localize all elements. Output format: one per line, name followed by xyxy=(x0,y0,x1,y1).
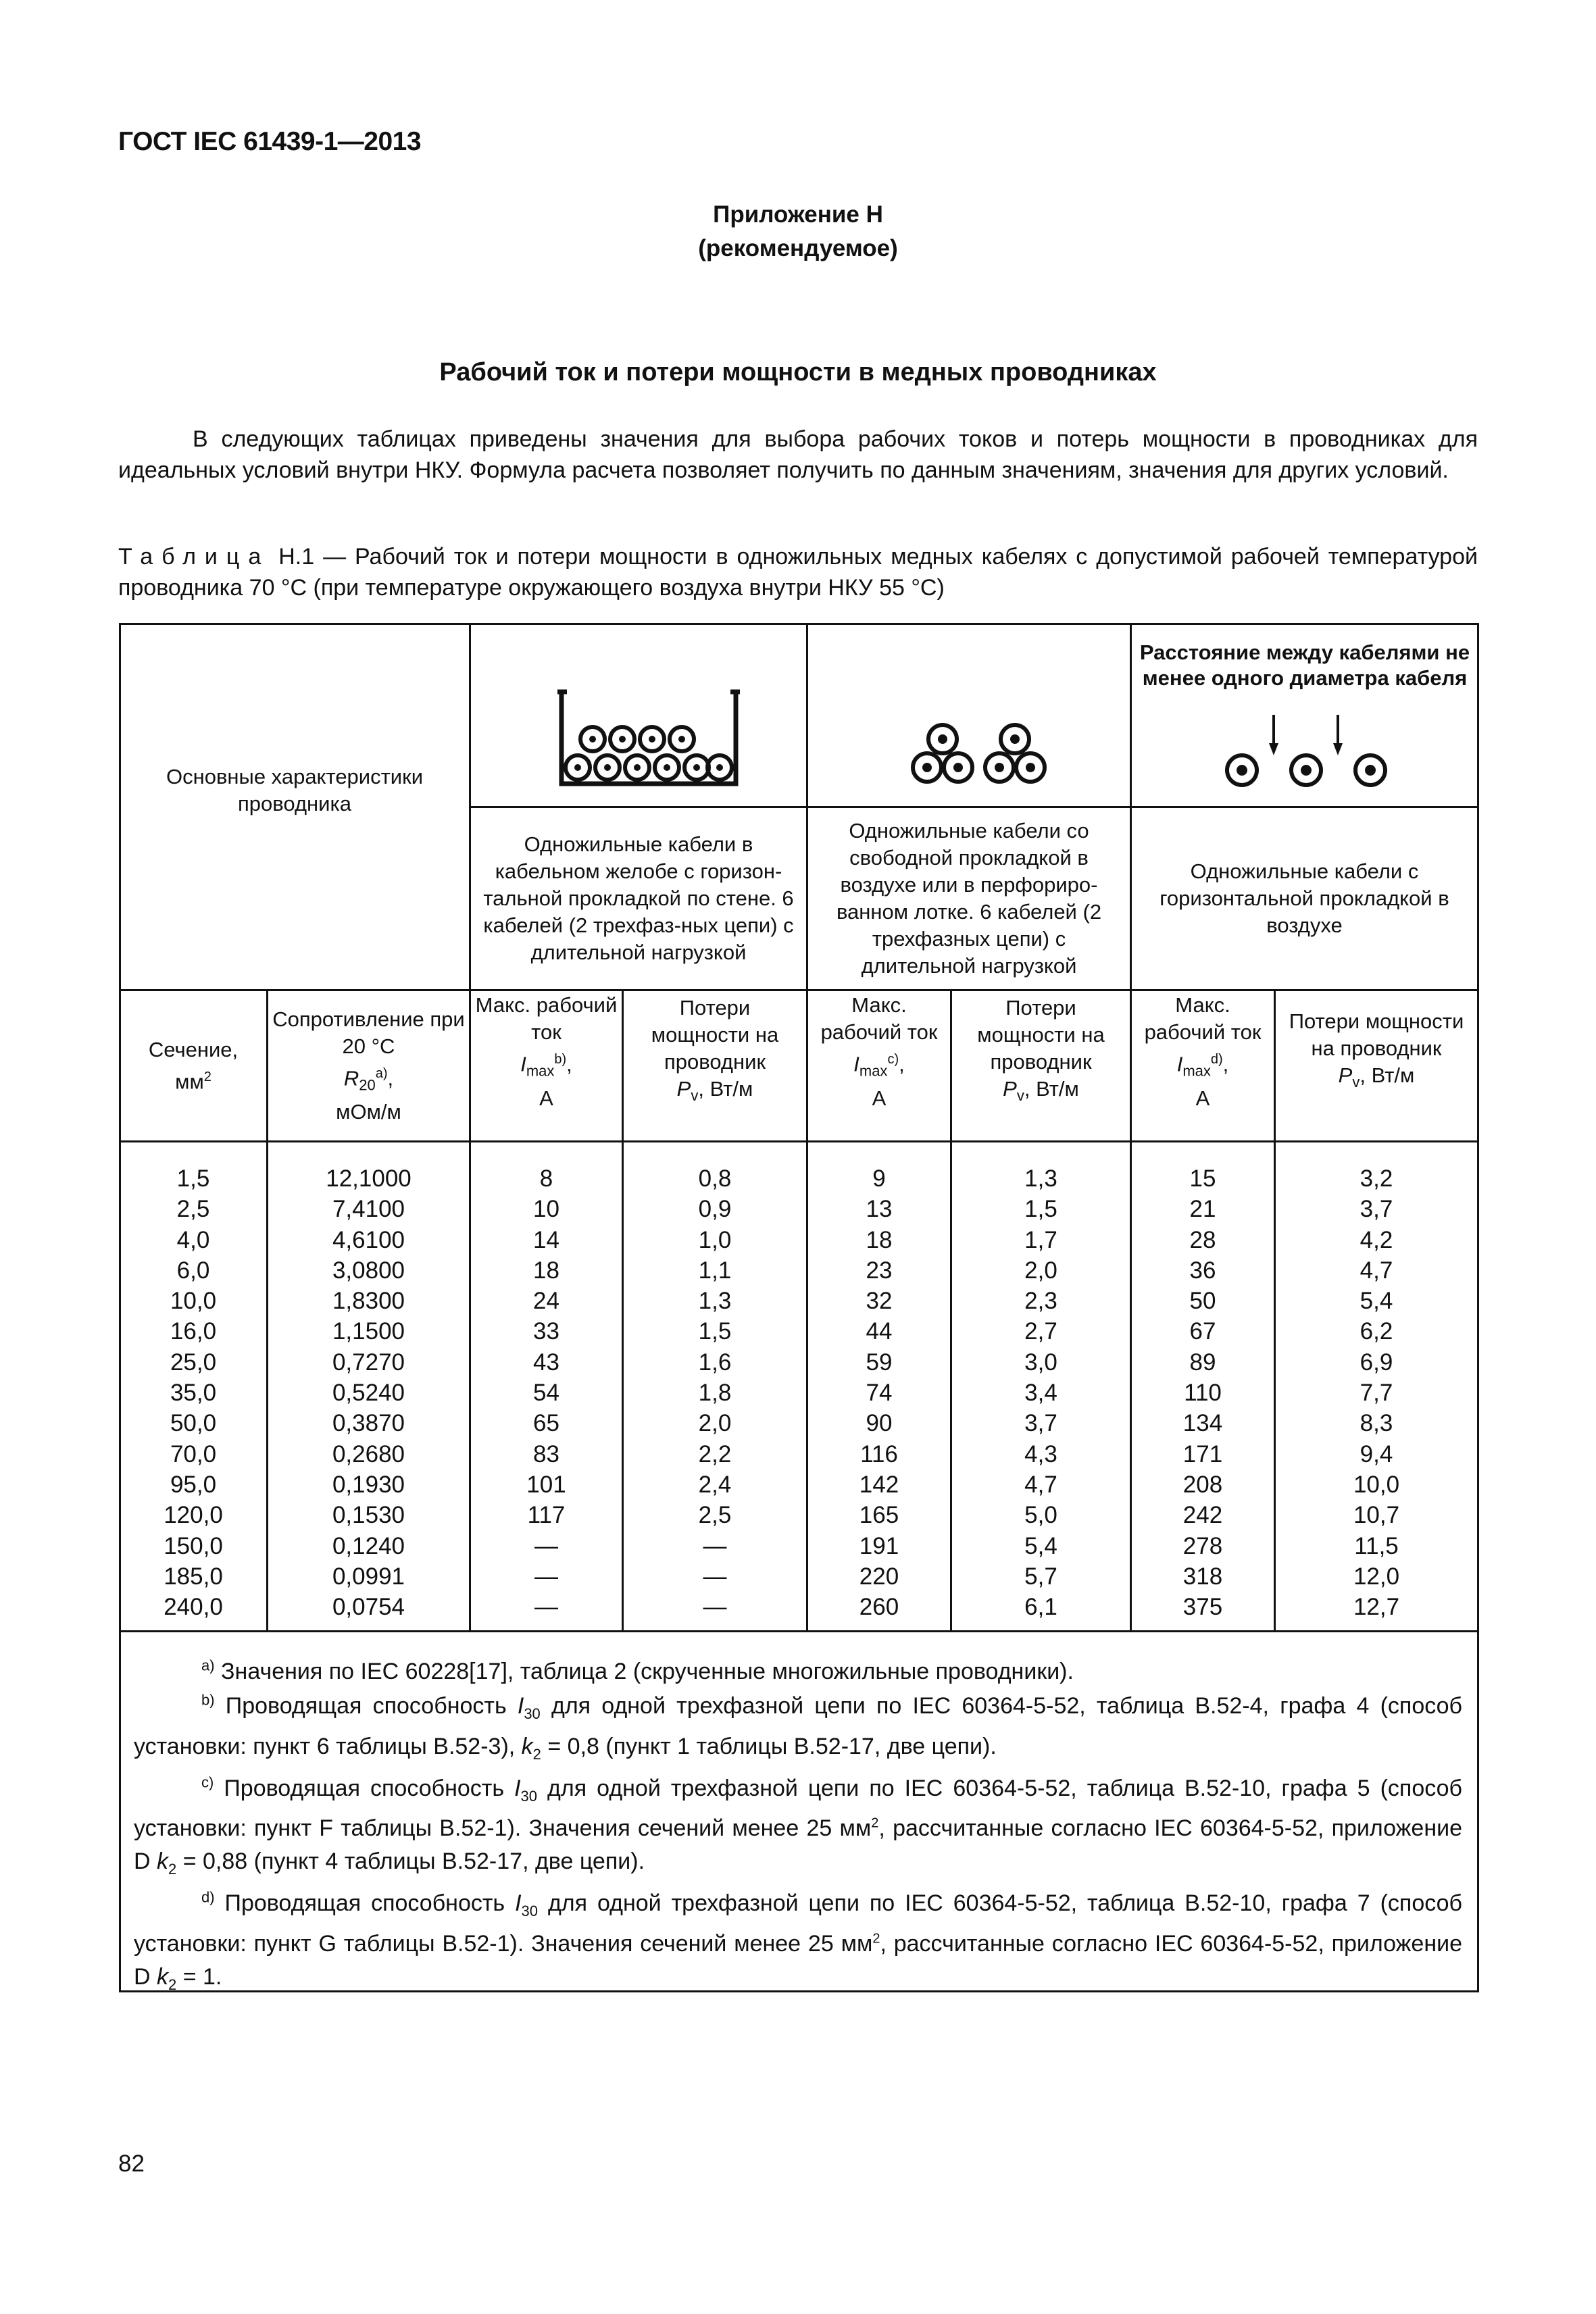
table-cell: 21 xyxy=(1189,1196,1216,1223)
table-cell: 191 xyxy=(859,1532,899,1559)
table-cell: 12,1000 xyxy=(326,1165,412,1192)
table-cell: 1,7 xyxy=(1024,1226,1057,1253)
table-cell: 59 xyxy=(866,1349,893,1376)
table-cell: 28 xyxy=(1189,1226,1216,1253)
table-cell: 18 xyxy=(533,1257,559,1284)
table-cell: 1,8 xyxy=(698,1380,732,1407)
table-cell: 32 xyxy=(866,1288,893,1315)
column-g2-loss xyxy=(952,1163,1130,1622)
imax-unit: А xyxy=(872,1086,887,1110)
table-cell: 1,1 xyxy=(698,1257,732,1284)
col-header-g2-loss xyxy=(952,991,1130,1113)
loss-symbol: $P_v$, Вт/м xyxy=(1003,1076,1079,1105)
col-header-section xyxy=(120,991,266,1140)
col-header-g1-imax xyxy=(471,991,622,1113)
column-g3-imax xyxy=(1132,1163,1274,1622)
table-cell: 5,0 xyxy=(1024,1502,1057,1529)
imax-label: Макс. рабочий ток xyxy=(820,993,938,1045)
table-cell: 65 xyxy=(533,1410,559,1437)
table-cell: 5,4 xyxy=(1024,1532,1057,1559)
table-cell: 142 xyxy=(859,1471,899,1498)
loss-label: Потери мощности на проводник xyxy=(651,995,779,1074)
table-cell: — xyxy=(534,1594,558,1621)
table-cell: 1,3 xyxy=(698,1288,732,1315)
table-cell: 0,1530 xyxy=(332,1502,405,1529)
table-cell: 10,0 xyxy=(1353,1471,1400,1498)
table-cell: 4,6100 xyxy=(332,1226,405,1253)
imax-symbol: $I_{max}^{c)}$, xyxy=(853,1052,905,1080)
table-cell: 3,4 xyxy=(1024,1380,1057,1407)
table-cell: 6,0 xyxy=(176,1257,210,1284)
table-cell: — xyxy=(703,1532,727,1559)
table-cell: 6,2 xyxy=(1360,1318,1393,1345)
table-cell: 70,0 xyxy=(170,1440,217,1467)
table-caption-prefix: Таблица xyxy=(118,544,270,570)
table-cell: 5,7 xyxy=(1024,1563,1057,1590)
intro-paragraph: В следующих таблицах приведены значения для выбора рабочих токов и потерь мощности в проводниках для идеальных условий внутри НКУ. Формула расчета позволяет получить по данным значениям, значения для других условий. xyxy=(118,426,1478,483)
table-cell: 10,0 xyxy=(170,1288,217,1315)
document-header: ГОСТ IEC 61439-1—2013 xyxy=(118,127,422,156)
table-cell: 134 xyxy=(1182,1410,1223,1437)
table-cell: 67 xyxy=(1189,1318,1216,1345)
column-resistance xyxy=(268,1163,469,1622)
table-cell: 0,3870 xyxy=(332,1410,405,1437)
table-caption xyxy=(118,541,1478,603)
table-cell: 2,0 xyxy=(1024,1257,1057,1284)
table-cell: 4,0 xyxy=(176,1226,210,1253)
table-cell: 50,0 xyxy=(170,1410,217,1437)
table-cell: 2,2 xyxy=(698,1440,732,1467)
table-cell: 10 xyxy=(533,1196,559,1223)
table-cell: — xyxy=(534,1532,558,1559)
table-cell: 1,8300 xyxy=(332,1288,405,1315)
table-cell: 4,3 xyxy=(1024,1440,1057,1467)
table-cell: 10,7 xyxy=(1353,1502,1400,1529)
table-cell: 5,4 xyxy=(1360,1288,1393,1315)
table-cell: 2,5 xyxy=(698,1502,732,1529)
table-cell: 11,5 xyxy=(1354,1532,1399,1559)
table-cell: 24 xyxy=(533,1288,559,1315)
section-heading: Рабочий ток и потери мощности в медных проводниках xyxy=(439,358,1157,386)
table-cell: 0,0991 xyxy=(332,1563,405,1590)
table-cell: 2,0 xyxy=(698,1410,732,1437)
table-cell: 117 xyxy=(527,1502,566,1529)
column-section xyxy=(120,1163,266,1622)
col-header-g3-imax xyxy=(1132,991,1274,1113)
table-cell: 35,0 xyxy=(170,1380,217,1407)
table-cell: 375 xyxy=(1182,1594,1223,1621)
table-cell: 36 xyxy=(1189,1257,1216,1284)
table-cell: 2,3 xyxy=(1024,1288,1057,1315)
table-cell: 185,0 xyxy=(164,1563,223,1590)
table-cell: 1,1500 xyxy=(332,1318,405,1345)
resistance-symbol: $R_{20}^{a)}$, xyxy=(343,1065,394,1094)
loss-symbol: $P_v$, Вт/м xyxy=(1338,1063,1415,1091)
table-cell: 15 xyxy=(1189,1165,1216,1192)
table-cell: 0,7270 xyxy=(332,1349,405,1376)
table-cell: 90 xyxy=(866,1410,893,1437)
table-cell: 3,0800 xyxy=(332,1257,405,1284)
table-cell: 0,9 xyxy=(698,1196,732,1223)
table-cell: 50 xyxy=(1189,1288,1216,1315)
table-cell: 33 xyxy=(533,1318,559,1345)
table-cell: 1,5 xyxy=(176,1165,210,1192)
table-cell: 1,3 xyxy=(1024,1165,1057,1192)
table-cell: — xyxy=(534,1563,558,1590)
trefoil-cables-icon xyxy=(909,720,1051,791)
table-cell: 150,0 xyxy=(164,1532,223,1559)
column-g1-imax xyxy=(471,1163,622,1622)
table-cell: 120,0 xyxy=(164,1502,223,1529)
table-cell: 1,5 xyxy=(1024,1196,1057,1223)
table-cell: 171 xyxy=(1182,1440,1223,1467)
footnote-d: $^{d)}$ Проводящая способность $I_{30}$ для одной трехфазной цепи по IEC 60364-5-52, таблица В.52-10, графа 7 (способ установки: пункт G таблицы В.52-1). Значения сечений менее 25 $мм^2$, рассчитанные согласно IEC 60364-5-52, приложение D $k_2 = 1$. xyxy=(134,1888,1462,1993)
table-cell: 16,0 xyxy=(170,1318,217,1345)
table-cell: 2,7 xyxy=(1024,1318,1057,1345)
table-cell: 89 xyxy=(1189,1349,1216,1376)
table-cell: 4,7 xyxy=(1360,1257,1393,1284)
table-cell: 54 xyxy=(533,1380,559,1407)
table-cell: 2,4 xyxy=(698,1471,732,1498)
table-cell: 0,0754 xyxy=(332,1594,405,1621)
footnote-b: $^{b)}$ Проводящая способность $I_{30}$ для одной трехфазной цепи по IEC 60364-5-52, таблица В.52-4, графа 4 (способ установки: пункт 6 таблицы В.52-3), $k_2 = 0,8$ (пункт 1 таблицы В.52-17, две цепи). xyxy=(134,1691,1463,1763)
table-cell: 1,6 xyxy=(698,1349,732,1376)
table-cell: 0,1930 xyxy=(332,1471,405,1498)
spaced-cables-icon xyxy=(1222,715,1391,799)
table-cell: 43 xyxy=(533,1349,559,1376)
table-cell: 83 xyxy=(533,1440,559,1467)
footnote-c: $^{c)}$ Проводящая способность $I_{30}$ для одной трехфазной цепи по IEC 60364-5-52, таблица В.52-10, графа 5 (способ установки: пункт F таблицы В.52-1). Значения сечений менее 25 $мм^2$, рассчитанные согласно IEC 60364-5-52, приложение D $k_2 = 0,88$ (пункт 4 таблицы В.52-17, две цепи). xyxy=(134,1774,1462,1878)
table-cell: 220 xyxy=(859,1563,899,1590)
table-cell: — xyxy=(703,1563,727,1590)
table-cell: — xyxy=(703,1594,727,1621)
column-g1-loss xyxy=(624,1163,806,1622)
annex-status: (рекомендуемое) xyxy=(698,235,898,261)
imax-symbol: $I_{max}^{d)}$, xyxy=(1176,1052,1229,1080)
col-header-resistance xyxy=(268,991,469,1140)
table-cell: 165 xyxy=(859,1502,899,1529)
imax-unit: А xyxy=(539,1086,553,1110)
table-cell: 44 xyxy=(866,1318,893,1345)
table-cell: 12,0 xyxy=(1353,1563,1400,1590)
table-cell: 2,5 xyxy=(176,1196,210,1223)
table-cell: 4,2 xyxy=(1360,1226,1393,1253)
resistance-unit: мОм/м xyxy=(336,1100,401,1124)
table-cell: 23 xyxy=(866,1257,893,1284)
footnote-a: $^{a)}$ Значения по IEC 60228[17], таблица 2 (скрученные многожильные проводники). xyxy=(201,1657,1074,1684)
header-basic-characteristics: Основные характеристики проводника xyxy=(166,765,424,815)
table-cell: 9,4 xyxy=(1360,1440,1393,1467)
table-cell: 9 xyxy=(872,1165,886,1192)
header-spacing-note: Расстояние между кабелями не менее одного диаметра кабеля xyxy=(1139,640,1470,690)
table-cell: 1,0 xyxy=(698,1226,732,1253)
table-cell: 13 xyxy=(866,1196,893,1223)
header-group3-description: Одножильные кабели с горизонтальной прокладкой в воздухе xyxy=(1159,859,1449,937)
section-label: Сечение, xyxy=(148,1037,239,1061)
table-cell: 278 xyxy=(1182,1532,1223,1559)
table-cell: 6,1 xyxy=(1024,1594,1057,1621)
imax-symbol: $I_{max}^{b)}$, xyxy=(520,1052,572,1080)
table-cell: 1,5 xyxy=(698,1318,732,1345)
table-cell: 0,5240 xyxy=(332,1380,405,1407)
table-cell: 3,2 xyxy=(1360,1165,1393,1192)
table-cell: 260 xyxy=(859,1594,899,1621)
table-cell: 7,7 xyxy=(1360,1380,1393,1407)
table-cell: 208 xyxy=(1182,1471,1223,1498)
table-cell: 3,7 xyxy=(1024,1410,1057,1437)
table-cell: 0,8 xyxy=(698,1165,732,1192)
table-cell: 18 xyxy=(866,1226,893,1253)
table-cell: 240,0 xyxy=(164,1594,223,1621)
imax-label: Макс. рабочий ток xyxy=(475,993,618,1045)
table-cell: 116 xyxy=(860,1440,898,1467)
table-caption-text: Н.1 — Рабочий ток и потери мощности в одножильных медных кабелях с допустимой рабочей температурой проводника 70 °C (при температуре окружающего воздуха внутри НКУ 55 °C) xyxy=(118,544,1478,601)
table-cell: 3,0 xyxy=(1024,1349,1057,1376)
table-cell: 7,4100 xyxy=(332,1196,405,1223)
table-cell: 8 xyxy=(539,1165,553,1192)
table-cell: 0,2680 xyxy=(332,1440,405,1467)
page-number: 82 xyxy=(118,2150,145,2177)
table-footnotes xyxy=(134,1655,1462,2003)
loss-label: Потери мощности на проводник xyxy=(977,995,1105,1074)
table-cell: 12,7 xyxy=(1353,1594,1400,1621)
resistance-label: Сопротивление при 20 °C xyxy=(272,1007,465,1058)
loss-symbol: $P_v$, Вт/м xyxy=(676,1076,753,1105)
loss-label: Потери мощности на проводник xyxy=(1289,1009,1464,1060)
table-cell: 95,0 xyxy=(170,1471,217,1498)
imax-unit: А xyxy=(1195,1086,1210,1110)
table-cell: 110 xyxy=(1184,1380,1222,1407)
table-cell: 318 xyxy=(1182,1563,1223,1590)
table-cell: 101 xyxy=(526,1471,566,1498)
col-header-g1-loss xyxy=(624,991,806,1113)
cable-tray-icon xyxy=(557,688,740,793)
col-header-g3-loss xyxy=(1276,991,1477,1113)
table-cell: 25,0 xyxy=(170,1349,217,1376)
column-g3-loss xyxy=(1276,1163,1477,1622)
annex-title: Приложение Н xyxy=(713,201,883,228)
table-cell: 3,7 xyxy=(1360,1196,1393,1223)
table-cell: 4,7 xyxy=(1024,1471,1057,1498)
table-cell: 242 xyxy=(1182,1502,1223,1529)
table-cell: 74 xyxy=(866,1380,893,1407)
table-cell: 6,9 xyxy=(1360,1349,1393,1376)
section-unit: $мм^2$ xyxy=(175,1069,211,1094)
header-group1-description: Одножильные кабели в кабельном желобе с горизон-тальной прокладкой по стене. 6 кабелей (2 трехфаз-ных цепи) с длительной нагрузкой xyxy=(483,832,794,964)
header-group2-description: Одножильные кабели со свободной прокладкой в воздухе или в перфориро-ванном лотке. 6 кабелей (2 трехфазных цепи) с длительной нагрузкой xyxy=(836,819,1102,978)
table-cell: 0,1240 xyxy=(332,1532,405,1559)
col-header-g2-imax xyxy=(808,991,950,1113)
column-g2-imax xyxy=(808,1163,950,1622)
imax-label: Макс. рабочий ток xyxy=(1144,993,1262,1045)
table-cell: 8,3 xyxy=(1360,1410,1393,1437)
table-cell: 14 xyxy=(533,1226,559,1253)
